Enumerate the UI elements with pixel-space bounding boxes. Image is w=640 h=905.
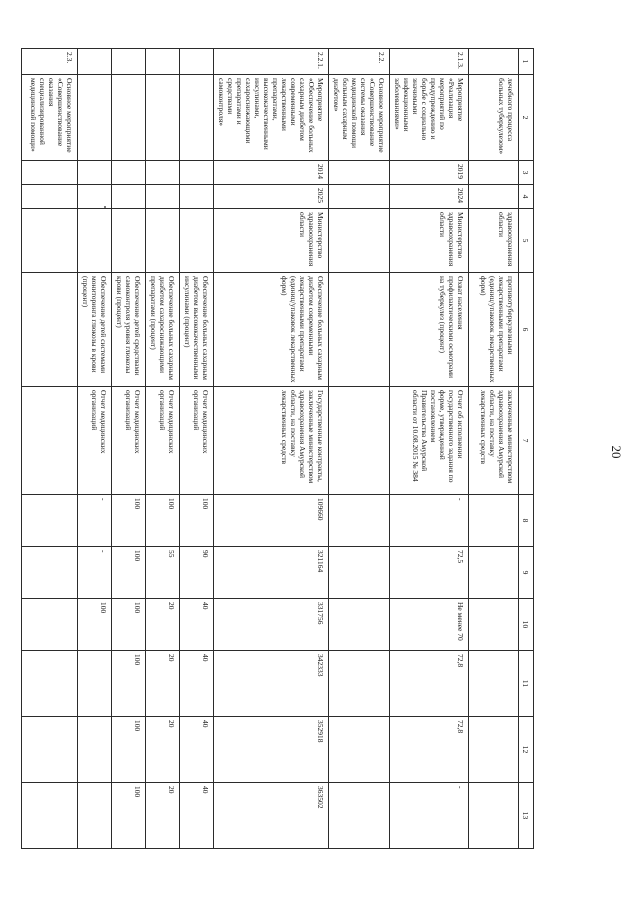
table-cell-col-6: Обеспечение больных сахарным диабетом высококачественными инсулинами (процент) xyxy=(180,273,214,387)
table-cell-col-3 xyxy=(78,161,112,185)
column-number-header: 4 xyxy=(519,185,534,209)
table-cell-col-11: 72,8 xyxy=(390,651,469,717)
table-cell-col-6: противотуберкулезными лекарственными препаратами (единиц/упаковок лекарственных форм) xyxy=(469,273,519,387)
table-cell-col-6: Охват населения профилактическими осмотрами на туберкулез (процент) xyxy=(390,273,469,387)
table-cell-col-5: Министерство здравоохранения области xyxy=(214,209,329,273)
table-row xyxy=(146,49,180,849)
table-cell-col-9: 55 xyxy=(146,547,180,599)
table-cell-col-12: 40 xyxy=(180,717,214,783)
table-cell-col-8: 100 xyxy=(180,495,214,547)
table-cell-col-12: 20 xyxy=(146,717,180,783)
table-cell-col-12 xyxy=(22,717,78,783)
table-cell-col-3 xyxy=(180,161,214,185)
table-row xyxy=(22,49,78,849)
table-cell-col-9: 90 xyxy=(180,547,214,599)
table-cell-col-11: 40 xyxy=(180,651,214,717)
table-cell-col-1 xyxy=(112,49,146,75)
table-cell-col-13: - xyxy=(390,783,469,849)
table-cell-col-10: 100 xyxy=(112,599,146,651)
column-number-header: 9 xyxy=(519,547,534,599)
table-cell-col-3: 2014 xyxy=(214,161,329,185)
rotated-table-frame xyxy=(29,48,534,848)
table-cell-col-6: Обеспечение детей средствами самоконтроля уровня глюкозы крови (процент) xyxy=(112,273,146,387)
table-cell-col-9: 100 xyxy=(112,547,146,599)
table-cell-col-4 xyxy=(78,185,112,209)
column-number-header: 11 xyxy=(519,651,534,717)
table-cell-col-1 xyxy=(78,49,112,75)
table-cell-col-10: 40 xyxy=(180,599,214,651)
table-cell-col-7: Государственные контракты, заключенные министерством здравоохранения Амурской области, на поставку лекарственных средств xyxy=(214,387,329,495)
table-cell-col-10 xyxy=(469,599,519,651)
table-cell-col-8: - xyxy=(78,495,112,547)
table-cell-col-11 xyxy=(329,651,390,717)
table-cell-col-8: - xyxy=(390,495,469,547)
column-number-header: 12 xyxy=(519,717,534,783)
page-number: 20 xyxy=(609,445,624,459)
table-cell-col-13: 40 xyxy=(180,783,214,849)
table-row xyxy=(78,49,112,849)
table-cell-col-2: лечебного процесса больных туберкулезом» xyxy=(469,75,519,161)
table-cell-col-2: Основное мероприятие «Совершенствование оказания специализированной медицинской помощи» xyxy=(22,75,78,161)
table-cell-col-8: 109660 xyxy=(214,495,329,547)
table-cell-col-2 xyxy=(146,75,180,161)
table-cell-col-5: Министерство здравоохранения области xyxy=(390,209,469,273)
table-cell-col-8 xyxy=(469,495,519,547)
column-number-header: 7 xyxy=(519,387,534,495)
table-cell-col-9 xyxy=(22,547,78,599)
table-cell-col-7: Отчет медицинских организаций xyxy=(180,387,214,495)
column-number-header: 8 xyxy=(519,495,534,547)
table-cell-col-9 xyxy=(329,547,390,599)
column-number-header: 3 xyxy=(519,161,534,185)
column-number-header: 6 xyxy=(519,273,534,387)
table-cell-col-11: 20 xyxy=(146,651,180,717)
table-cell-col-4 xyxy=(112,185,146,209)
table-row xyxy=(180,49,214,849)
table-cell-col-13 xyxy=(469,783,519,849)
table-row xyxy=(469,49,519,849)
column-number-header: 13 xyxy=(519,783,534,849)
table-cell-col-6 xyxy=(329,273,390,387)
table-cell-col-7: Отчет об исполнении государственного задания по форме, утвержденной постановлением Правительства Амурской области от 10.08.2015 № 384 xyxy=(390,387,469,495)
table-cell-col-13 xyxy=(78,783,112,849)
table-row xyxy=(329,49,390,849)
table-cell-col-11 xyxy=(469,651,519,717)
rotated-table-container xyxy=(29,48,534,848)
table-cell-col-3 xyxy=(112,161,146,185)
table-cell-col-10: Не менее 70 xyxy=(390,599,469,651)
table-cell-col-8: 100 xyxy=(146,495,180,547)
table-cell-col-7: Отчет медицинских организаций xyxy=(78,387,112,495)
table-cell-col-10: 100 xyxy=(78,599,112,651)
table-cell-col-8: 100 xyxy=(112,495,146,547)
table-cell-col-7: Отчет медицинских организаций xyxy=(112,387,146,495)
table-cell-col-11 xyxy=(78,651,112,717)
table-cell-col-1 xyxy=(469,49,519,75)
table-cell-col-4 xyxy=(146,185,180,209)
table-cell-col-3 xyxy=(22,161,78,185)
column-number-header: 5 xyxy=(519,209,534,273)
table-cell-col-1 xyxy=(180,49,214,75)
table-cell-col-12 xyxy=(469,717,519,783)
table-cell-col-1: 2.1.3. xyxy=(390,49,469,75)
table-header-row xyxy=(519,49,534,849)
column-number-header: 2 xyxy=(519,75,534,161)
table-cell-col-3: 2019 xyxy=(390,161,469,185)
table-cell-col-9: 72,5 xyxy=(390,547,469,599)
table-cell-col-4 xyxy=(22,185,78,209)
table-cell-col-7: заключенные министерством здравоохранения Амурской области, на поставку лекарственных средств xyxy=(469,387,519,495)
table-cell-col-13: 20 xyxy=(146,783,180,849)
table-cell-col-4: 2025 xyxy=(214,185,329,209)
table-cell-col-2: Основное мероприятие «Совершенствование системы оказания медицинской помощи больным сахарным диабетом» xyxy=(329,75,390,161)
program-activities-table xyxy=(21,48,534,849)
table-cell-col-4 xyxy=(180,185,214,209)
table-cell-col-6: Обеспечение больных сахарным диабетом современными лекарственными препаратами (единиц/упаковок лекарственных форм) xyxy=(214,273,329,387)
table-cell-col-7 xyxy=(329,387,390,495)
column-number-header: 1 xyxy=(519,49,534,75)
table-cell-col-12: 352918 xyxy=(214,717,329,783)
table-cell-col-1: 2.3. xyxy=(22,49,78,75)
table-cell-col-5 xyxy=(112,209,146,273)
table-cell-col-2 xyxy=(180,75,214,161)
table-cell-col-5 xyxy=(22,209,78,273)
table-cell-col-9 xyxy=(469,547,519,599)
table-cell-col-2 xyxy=(78,75,112,161)
table-cell-col-5 xyxy=(329,209,390,273)
table-cell-col-2: Мероприятие «Реализация мероприятий по предупреждению и борьбе с социально значимыми инфекционными заболеваниями» xyxy=(390,75,469,161)
table-cell-col-12: 72,8 xyxy=(390,717,469,783)
table-cell-col-4: 2024 xyxy=(390,185,469,209)
table-cell-col-8 xyxy=(22,495,78,547)
table-cell-col-4 xyxy=(329,185,390,209)
table-cell-col-3 xyxy=(146,161,180,185)
table-cell-col-13 xyxy=(22,783,78,849)
table-cell-col-5 xyxy=(146,209,180,273)
table-cell-col-10: 20 xyxy=(146,599,180,651)
table-row xyxy=(390,49,469,849)
table-cell-col-6: Обеспечение детей системами мониторинга глюкозы в крови (процент) xyxy=(78,273,112,387)
table-cell-col-4 xyxy=(469,185,519,209)
table-cell-col-7 xyxy=(22,387,78,495)
table-cell-col-10: 331756 xyxy=(214,599,329,651)
table-cell-col-10 xyxy=(22,599,78,651)
table-cell-col-1: 2.2.1. xyxy=(214,49,329,75)
table-cell-col-12: 100 xyxy=(112,717,146,783)
table-cell-col-13: 100 xyxy=(112,783,146,849)
table-cell-col-1: 2.2. xyxy=(329,49,390,75)
table-cell-col-6: Обеспечение больных сахарным диабетом сахароснижающими препаратами (процент) xyxy=(146,273,180,387)
table-cell-col-2: Мероприятие «Обеспечение больных сахарным диабетом современными лекарственными препаратами, высококачественными инсулинами, сахароснижающими препаратами и средствами самоконтроля» xyxy=(214,75,329,161)
table-cell-col-5 xyxy=(180,209,214,273)
table-cell-col-12 xyxy=(78,717,112,783)
table-cell-col-8 xyxy=(329,495,390,547)
table-cell-col-13: 363502 xyxy=(214,783,329,849)
table-cell-col-7: Отчет медицинских организаций xyxy=(146,387,180,495)
table-cell-col-11 xyxy=(22,651,78,717)
table-cell-col-9: - xyxy=(78,547,112,599)
table-cell-col-1 xyxy=(146,49,180,75)
table-cell-col-6 xyxy=(22,273,78,387)
table-cell-col-3 xyxy=(469,161,519,185)
column-number-header: 10 xyxy=(519,599,534,651)
table-cell-col-13 xyxy=(329,783,390,849)
table-row xyxy=(112,49,146,849)
table-cell-col-9: 321164 xyxy=(214,547,329,599)
table-cell-col-2 xyxy=(112,75,146,161)
table-cell-col-10 xyxy=(329,599,390,651)
table-cell-col-5: здравоохранения области xyxy=(469,209,519,273)
table-cell-col-5 xyxy=(78,209,112,273)
table-cell-col-11: 342333 xyxy=(214,651,329,717)
table-cell-col-11: 100 xyxy=(112,651,146,717)
table-cell-col-12 xyxy=(329,717,390,783)
table-row xyxy=(214,49,329,849)
table-cell-col-3 xyxy=(329,161,390,185)
